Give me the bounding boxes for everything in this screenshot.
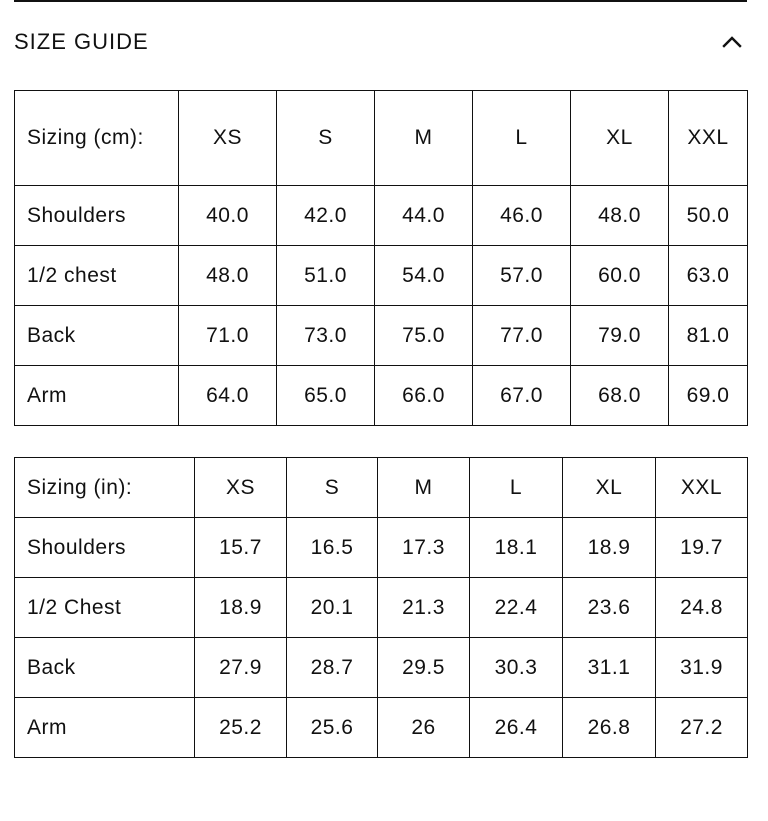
table-cell: 63.0 xyxy=(669,246,748,306)
table-cell: 24.8 xyxy=(656,578,748,638)
table-cell: 44.0 xyxy=(375,186,473,246)
size-table-cm xyxy=(14,90,748,426)
table-cell: 23.6 xyxy=(563,578,656,638)
row-label: 1/2 Chest xyxy=(15,578,195,638)
table-cell: 68.0 xyxy=(571,366,669,426)
table-cell: 57.0 xyxy=(473,246,571,306)
size-header: L xyxy=(470,458,563,518)
table-row xyxy=(15,638,748,698)
table-cell: 31.9 xyxy=(656,638,748,698)
table-cell: 30.3 xyxy=(470,638,563,698)
table-cell: 79.0 xyxy=(571,306,669,366)
size-header: L xyxy=(473,91,571,186)
chevron-up-icon[interactable] xyxy=(721,31,743,53)
table-cell: 26 xyxy=(378,698,470,758)
table-cell: 17.3 xyxy=(378,518,470,578)
table-cell: 46.0 xyxy=(473,186,571,246)
table-cell: 16.5 xyxy=(287,518,378,578)
table-cell: 28.7 xyxy=(287,638,378,698)
size-guide-title: SIZE GUIDE xyxy=(14,29,149,54)
table-cell: 19.7 xyxy=(656,518,748,578)
table-cell: 67.0 xyxy=(473,366,571,426)
table-cell: 48.0 xyxy=(571,186,669,246)
divider xyxy=(14,0,747,2)
size-header: XS xyxy=(179,91,277,186)
size-header: XXL xyxy=(669,91,748,186)
size-header: XL xyxy=(571,91,669,186)
table-cell: 31.1 xyxy=(563,638,656,698)
size-header: M xyxy=(378,458,470,518)
table-cell: 20.1 xyxy=(287,578,378,638)
table-corner-label: Sizing (cm): xyxy=(15,91,179,186)
table-header-row xyxy=(15,91,748,186)
table-cell: 26.8 xyxy=(563,698,656,758)
table-row xyxy=(15,306,748,366)
table-cell: 40.0 xyxy=(179,186,277,246)
table-cell: 81.0 xyxy=(669,306,748,366)
table-cell: 25.6 xyxy=(287,698,378,758)
table-cell: 21.3 xyxy=(378,578,470,638)
row-label: 1/2 chest xyxy=(15,246,179,306)
table-cell: 27.2 xyxy=(656,698,748,758)
table-row xyxy=(15,246,748,306)
table-cell: 54.0 xyxy=(375,246,473,306)
table-cell: 66.0 xyxy=(375,366,473,426)
table-cell: 73.0 xyxy=(277,306,375,366)
size-header: S xyxy=(277,91,375,186)
row-label: Back xyxy=(15,638,195,698)
table-cell: 15.7 xyxy=(195,518,287,578)
size-table-in xyxy=(14,457,748,758)
size-header: XXL xyxy=(656,458,748,518)
table-cell: 65.0 xyxy=(277,366,375,426)
size-header: M xyxy=(375,91,473,186)
table-cell: 42.0 xyxy=(277,186,375,246)
table-cell: 51.0 xyxy=(277,246,375,306)
table-cell: 69.0 xyxy=(669,366,748,426)
table-cell: 71.0 xyxy=(179,306,277,366)
row-label: Shoulders xyxy=(15,518,195,578)
table-cell: 18.9 xyxy=(195,578,287,638)
size-guide-accordion-toggle[interactable] xyxy=(14,20,747,64)
table-cell: 26.4 xyxy=(470,698,563,758)
table-corner-label: Sizing (in): xyxy=(15,458,195,518)
table-row xyxy=(15,186,748,246)
table-cell: 64.0 xyxy=(179,366,277,426)
size-header: XL xyxy=(563,458,656,518)
table-cell: 18.9 xyxy=(563,518,656,578)
row-label: Back xyxy=(15,306,179,366)
table-cell: 48.0 xyxy=(179,246,277,306)
table-cell: 77.0 xyxy=(473,306,571,366)
table-row xyxy=(15,578,748,638)
table-cell: 25.2 xyxy=(195,698,287,758)
table-cell: 75.0 xyxy=(375,306,473,366)
table-row xyxy=(15,518,748,578)
table-row xyxy=(15,366,748,426)
row-label: Arm xyxy=(15,698,195,758)
size-header: XS xyxy=(195,458,287,518)
table-cell: 22.4 xyxy=(470,578,563,638)
row-label: Shoulders xyxy=(15,186,179,246)
size-header: S xyxy=(287,458,378,518)
table-cell: 18.1 xyxy=(470,518,563,578)
row-label: Arm xyxy=(15,366,179,426)
table-cell: 27.9 xyxy=(195,638,287,698)
table-cell: 29.5 xyxy=(378,638,470,698)
table-header-row xyxy=(15,458,748,518)
table-cell: 60.0 xyxy=(571,246,669,306)
table-cell: 50.0 xyxy=(669,186,748,246)
table-row xyxy=(15,698,748,758)
